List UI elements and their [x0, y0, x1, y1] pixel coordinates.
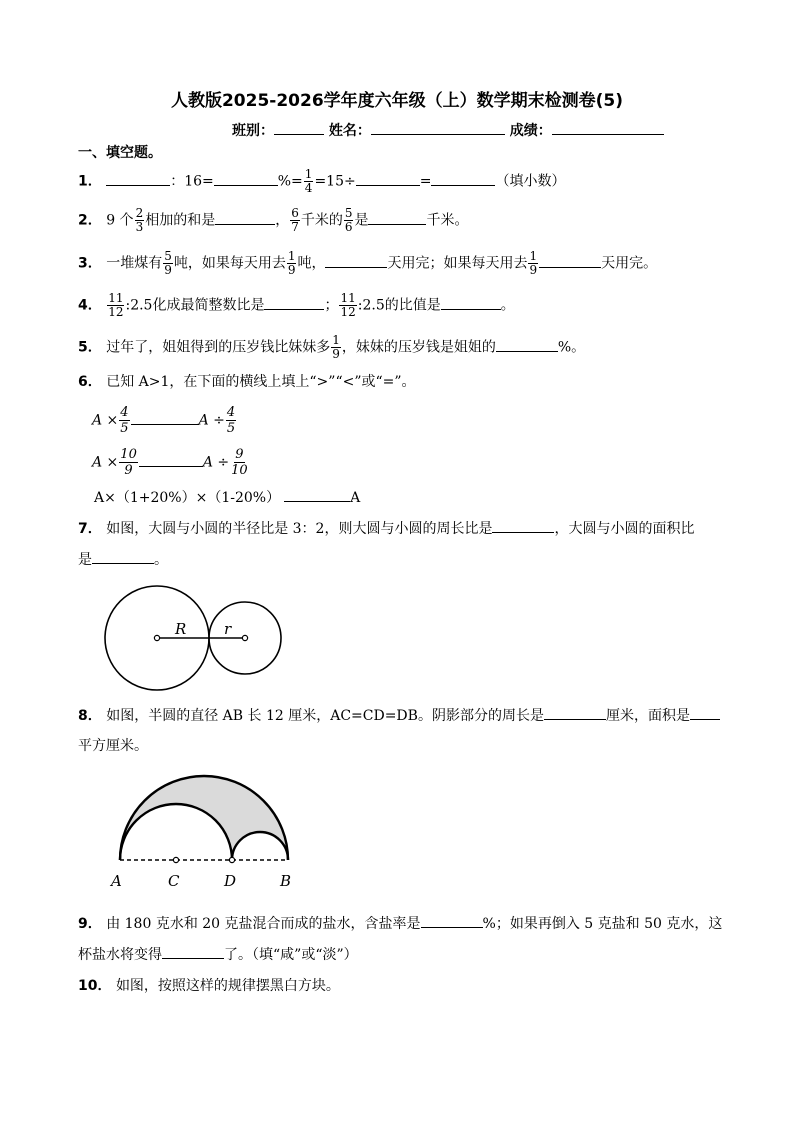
fraction: $\frac{11}{12}$: [108, 291, 124, 319]
name-label: 姓名：: [328, 123, 371, 139]
point-c: [173, 857, 178, 862]
fraction: $\frac{1}{9}$: [332, 333, 340, 361]
answer-blank[interactable]: [139, 452, 203, 467]
fraction: $\frac{2}{3}$: [135, 206, 144, 234]
small-center: [242, 635, 247, 640]
question-number: 4．: [78, 297, 102, 314]
fraction: $\frac{6}{7}$: [291, 206, 299, 234]
label-d: D: [224, 872, 237, 890]
answer-blank[interactable]: [215, 210, 275, 225]
answer-blank[interactable]: [539, 253, 601, 268]
semicircle-figure: [104, 770, 304, 890]
student-info: [232, 120, 664, 140]
big-radius-label: R: [175, 620, 187, 638]
page-title: 人教版2025-2026学年度六年级（上）数学期末检测卷(5): [170, 91, 624, 111]
answer-blank[interactable]: [368, 210, 426, 225]
fraction: $\frac{10}{9}$: [120, 447, 137, 478]
score-blank[interactable]: [552, 120, 664, 135]
fraction: $\frac{4}{5}$: [226, 405, 236, 436]
answer-blank[interactable]: [106, 171, 170, 186]
answer-blank[interactable]: [492, 518, 554, 533]
big-center: [154, 635, 159, 640]
question-number: 1．: [78, 173, 102, 190]
question-number: 10．: [78, 978, 112, 994]
circles-figure: [100, 584, 290, 694]
section-fill-blank: 一、填空题。: [78, 145, 162, 161]
shaded-region: [120, 776, 288, 860]
fraction: $\frac{4}{5}$: [120, 405, 129, 436]
fraction: $\frac{1}{9}$: [529, 249, 538, 277]
fraction: $\frac{1}{9}$: [287, 249, 296, 277]
compare-row-2: A × $\frac{10}{9}$ A ÷ $\frac{9}{10}$: [92, 447, 248, 478]
question-number: 7．: [78, 521, 102, 537]
question-number: 3．: [78, 255, 102, 272]
question-number: 8．: [78, 708, 102, 724]
question-5: 5． 过年了，姐姐得到的压岁钱比妹妹多 $\frac{1}{9}$ ，妹妹的压岁钱是姐姐的 %。: [78, 333, 586, 361]
question-1: 1． ：16= %= $\frac{1}{4}$ =15÷ = （填小数）: [78, 167, 566, 195]
question-4: 4． $\frac{11}{12}$ :2.5化成最简整数比是 ； $\frac{11}{12}$ :2.5的比值是 。: [78, 291, 515, 319]
answer-blank[interactable]: [284, 487, 350, 502]
question-7: 7． 如图，大圆与小圆的半径比是 3：2，则大圆与小圆的周长比是 ，大圆与小圆的面积比: [78, 518, 694, 539]
class-blank[interactable]: [274, 120, 324, 135]
question-number: 9．: [78, 916, 102, 932]
question-7-cont: 是 。: [78, 549, 168, 570]
answer-blank[interactable]: [92, 549, 154, 564]
fraction: $\frac{1}{4}$: [304, 167, 313, 195]
question-2: 2． 9 个 $\frac{2}{3}$ 相加的和是 ， $\frac{6}{7}$ 千米的 $\frac{5}{6}$ 是 千米。: [78, 206, 469, 234]
fraction: $\frac{5}{9}$: [164, 249, 172, 277]
fraction: $\frac{11}{12}$: [340, 291, 356, 319]
answer-blank[interactable]: [162, 944, 224, 959]
small-radius-label: r: [224, 620, 232, 638]
label-c: C: [168, 872, 180, 890]
question-number: 2．: [78, 212, 102, 229]
question-number: 6．: [78, 374, 102, 390]
label-b: B: [280, 872, 292, 890]
answer-blank[interactable]: [431, 171, 495, 186]
answer-blank[interactable]: [544, 705, 606, 720]
score-label: 成绩：: [509, 123, 552, 139]
answer-blank[interactable]: [325, 253, 387, 268]
question-8: 8． 如图，半圆的直径 AB 长 12 厘米，AC=CD=DB。阴影部分的周长是 厘米，面积是: [78, 705, 720, 726]
label-a: A: [111, 872, 122, 890]
compare-row-3: A×（1+20%）×（1-20%） A: [94, 487, 360, 508]
question-3: 3． 一堆煤有 $\frac{5}{9}$ 吨，如果每天用去 $\frac{1}{9}$ 吨， 天用完；如果每天用去 $\frac{1}{9}$ 天用完。: [78, 249, 658, 277]
question-8-cont: 平方厘米。: [78, 738, 148, 754]
compare-row-1: A × $\frac{4}{5}$ A ÷ $\frac{4}{5}$: [92, 405, 236, 436]
fraction: $\frac{5}{6}$: [344, 206, 353, 234]
question-10: 10． 如图，按照这样的规律摆黑白方块。: [78, 978, 340, 994]
class-label: 班别：: [232, 123, 274, 139]
point-d: [229, 857, 234, 862]
answer-blank[interactable]: [421, 913, 483, 928]
answer-blank[interactable]: [496, 337, 558, 352]
answer-blank[interactable]: [356, 171, 420, 186]
answer-blank[interactable]: [690, 705, 720, 720]
question-6: 6． 已知 A>1，在下面的横线上填上“>”“<”或“=”。: [78, 374, 416, 390]
question-number: 5．: [78, 339, 102, 356]
answer-blank[interactable]: [131, 410, 199, 425]
answer-blank[interactable]: [214, 171, 278, 186]
answer-blank[interactable]: [441, 295, 501, 310]
answer-blank[interactable]: [264, 295, 324, 310]
question-9-cont: 杯盐水将变得 了。（填“咸”或“淡”）: [78, 944, 358, 965]
question-9: 9． 由 180 克水和 20 克盐混合而成的盐水，含盐率是 %；如果再倒入 5 克盐和 50 克水，这: [78, 913, 722, 934]
name-blank[interactable]: [371, 120, 505, 135]
fraction: $\frac{9}{10}$: [231, 447, 248, 478]
